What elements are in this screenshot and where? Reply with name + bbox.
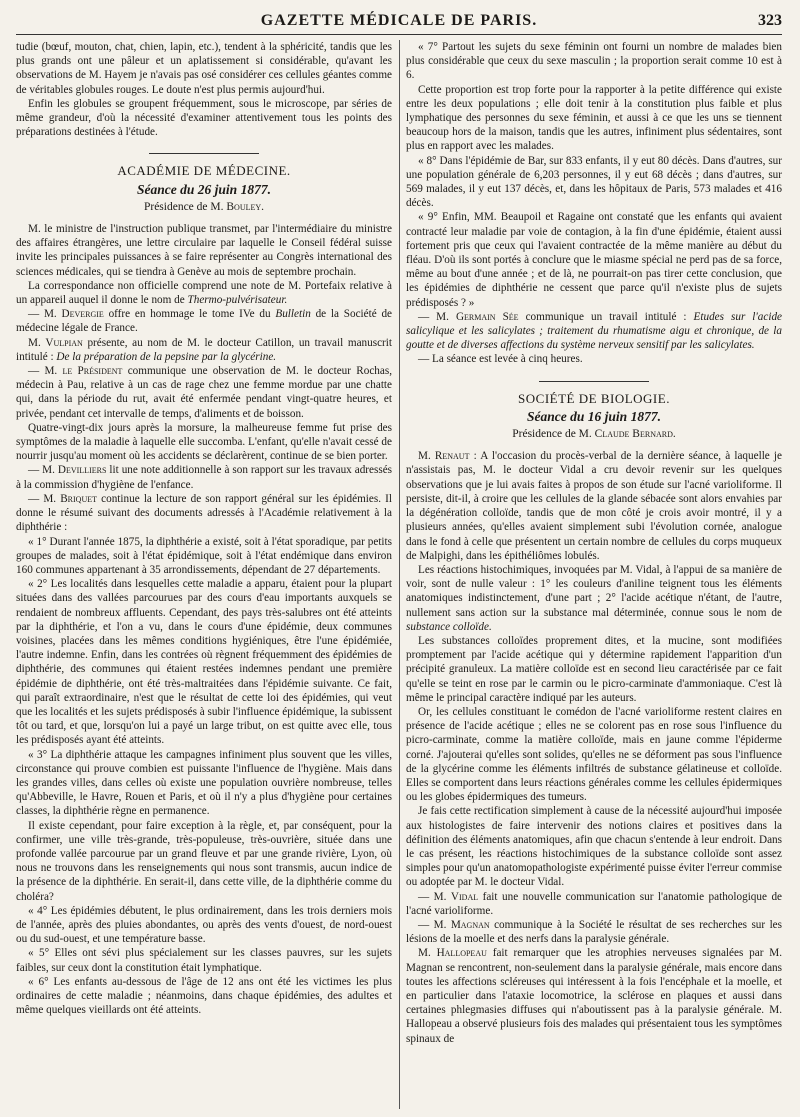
paragraph: « 9° Enfin, MM. Beaupoil et Ragaine ont constaté que les enfants qui avaient contracté leur maladie par voie de contagion, à la fin d'une épidémie, étaient aussi fortement pris que ceux qui l'avaient contractée de la même manière au début du fléau. D'où ils sont portés à conclure que le miasme spécial ne perd pas de sa force, même au bout d'une année ; et de là, ne pourrait-on pas tirer cette conclusion, que les épidémies de diphthérie ne cessent que parce qu'il n'existe plus de sujets prédisposés ? » [406, 211, 782, 309]
page-header [16, 6, 782, 35]
paragraph: La correspondance non officielle comprend une note de M. Portefaix relative à un appareil auquel il donne le nom de Thermo-pulvérisateur. [16, 279, 392, 307]
paragraph: — M. Devergie offre en hommage le tome IVe du Bulletin de la Société de médecine légale de France. [16, 308, 392, 335]
divider [539, 381, 649, 382]
paragraph: tudie (bœuf, mouton, chat, chien, lapin, etc.), tendent à la sphéricité, tandis que les plus grands ont une pâleur et un aplatissement si considérable, qu'avant les observations de M. Hayem je n'avais pas osé considérer ces cellules géantes comme de véritables globules rouges. Le doute n'est plus permis aujourd'hui. [16, 41, 392, 96]
paragraph: M. le ministre de l'instruction publique transmet, par l'intermédiaire du ministre des affaires étrangères, une lettre circulaire par laquelle le Conseil fédéral suisse invite les principales puissances à se faire représenter au Congrès international des sciences médicales, qui se tiendra à Genève au mois de septembre prochain. [16, 223, 392, 278]
paragraph: « 6° Les enfants au-dessous de l'âge de 12 ans ont été les victimes les plus ordinaires de cette maladie ; néanmoins, dans chaque épidémies, des adultes et même quelques vieillards ont été atteints. [16, 975, 392, 1017]
presidency-label: Présidence de M. [512, 428, 592, 441]
paragraph: — M. Devilliers lit une note additionnelle à son rapport sur les travaux adressés à la commission d'hygiène de l'enfance. [16, 464, 392, 491]
page-number: 323 [758, 12, 782, 29]
paragraph: Je fais cette rectification simplement à cause de la nécessité aujourd'hui imposée aux histologistes de faire intervenir des notions claires et positives dans la définition des éléments anatomiques, afin que chacun s'entende à leur endroit. Dans le cas présent, les réactions histochimiques de la substance colloïde sont assez simples pour qu'un anatomopathologiste expérimenté puisse éviter l'erreur commise ou adoptée par M. le docteur Vidal. [406, 805, 782, 889]
section-heading-academy: ACADÉMIE DE MÉDECINE. [117, 163, 291, 179]
paragraph: — M. Germain Sée communique un travail intitulé : Etudes sur l'acide salicylique et les salicylates ; traitement du rhumatisme aigu et chronique, de la goutte et de diverses affections du système nerveux sensitif par les salicylates. [406, 310, 782, 352]
paragraph: — La séance est levée à cinq heures. [418, 353, 583, 366]
session-date: Séance du 16 juin 1877. [527, 408, 661, 424]
paragraph: « 5° Elles ont sévi plus spécialement sur les classes pauvres, sur les sujets faibles, sur ceux dont la constitution était lymphatique. [16, 947, 392, 974]
right-column [406, 40, 782, 1109]
divider [149, 153, 259, 154]
paragraph: M. Renaut : A l'occasion du procès-verbal de la dernière séance, à laquelle je n'assistais pas, M. le docteur Vidal a cru devoir revenir sur les quelques observations que je lui avais faites à propos de son étude sur l'acné varioliforme. Il persiste, dit-il, à croire que les cellules de la glande sébacée sont alors envahies par la dégénération colloïde, tandis que de mon côté je crois avoir montré, il y a plusieurs années, qu'elles avaient simplement subi l'évolution cornée, analogue dans le fond à celle que présentent un certain nombre de cellules du corps muqueux de Malpighi, dans les épithéliômes lobulés. [406, 450, 782, 562]
paragraph: — M. Vidal fait une nouvelle communication sur l'anatomie pathologique de l'acné varioliforme. [406, 890, 782, 917]
journal-title: GAZETTE MÉDICALE DE PARIS. [260, 12, 538, 29]
section-heading-biology: SOCIÉTÉ DE BIOLOGIE. [518, 390, 670, 406]
presidency [16, 200, 392, 214]
paragraph: Enfin les globules se groupent fréquemment, sous le microscope, par séries de même grandeur, d'où la nécessité d'examiner attentivement tous les points des préparations destinées à l'étude. [16, 97, 392, 139]
president-name: Bouley. [226, 200, 265, 213]
session-date: Séance du 26 juin 1877. [137, 181, 271, 197]
paragraph: Les réactions histochimiques, invoquées par M. Vidal, à l'appui de sa manière de voir, sont de nulle valeur : 1° les couleurs d'aniline teignent tous les éléments anatomiques indistinctement, d'une part ; 2° l'acide acétique n'étant, de l'autre, nullement sans action sur la substance mal déterminée, connue sous le nom de substance colloïde. [406, 563, 782, 633]
presidency [406, 427, 782, 441]
paragraph: « 7° Partout les sujets du sexe féminin ont fourni un nombre de malades bien plus considérable que ceux du sexe masculin ; la proportion serait comme 10 est à 6. [406, 41, 782, 82]
paragraph: « 4° Les épidémies débutent, le plus ordinairement, dans les trois derniers mois de l'année, après des pluies abondantes, ou après des vents d'ouest, de nord-ouest ou du sud-ouest, et une température basse. [16, 904, 392, 946]
paragraph: « 2° Les localités dans lesquelles cette maladie a apparu, étaient pour la plupart situées dans des vallées parcourues par des cours d'eau importants auxquels se rendaient de nombreux affluents. Cependant, des pays très-salubres ont été atteints par la diphthérie, et l'on a vu, dans le cours d'une épidémie, deux communes voisines, placées dans les mêmes conditions hygiéniques, être l'une épidémiée, l'autre indemne. Enfin, dans les contrées où règnent fréquemment des épidémies de diphthérie, des communes qui étaient restées indemnes pendant une première épidémie de diphthérie, ont été très-maltraitées dans l'épidémie suivante. Ce fait, qui paraît extraordinaire, n'est que le résultat de cette loi des épidémies, qui veut que les localités et les sujets prédisposés à subir l'influence épidémique, la subissent tôt ou tard, et que, lorsqu'on lui a payé un large tribut, on est quitte avec elle, tous les prédisposés ayant été atteints. [16, 578, 392, 747]
paragraph: — M. Briquet continue la lecture de son rapport général sur les épidémies. Il donne le résumé suivant des documents adressés à l'Académie relativement à la diphthérie : [16, 492, 392, 534]
paragraph: Cette proportion est trop forte pour la rapporter à la petite différence qui existe entre les deux populations ; elle doit tenir à la constitution plus faible et plus lymphatique des personnes du sexe féminin, et aussi à ce que les uns se tiennent beaucoup hors de la maison, tandis que les autres, infiniment plus sédentaires, sont plus en rapport avec les malades. [406, 83, 782, 153]
paragraph: « 3° La diphthérie attaque les campagnes infiniment plus souvent que les villes, circonstance qui prouve combien est puissante l'influence de l'hygiène. Mais dans les grandes villes, dans celles où existe une population ouvrière nombreuse, telles qu'Abbeville, le Havre, Rouen et Paris, et où il n'y a plus d'hygiène pour certaines classes, la diphthérie règne en permanence. [16, 748, 392, 818]
presidency-label: Présidence de M. [143, 200, 224, 213]
paragraph: M. Hallopeau fait remarquer que les atrophies nerveuses signalées par M. Magnan se rencontrent, non-seulement dans la paralysie générale, mais encore dans toutes les affections scléreuses qui intéressent à la fois l'encéphale et la moelle, et en particulier dans l'ataxie locomotrice, la sclérose en plaques et aussi dans certaines phlegmasies diffuses qui n'aboutissent pas à la paralysie générale. M. Hallopeau a observé plusieurs fois des malades qui présentaient tous les symptômes spinaux de [406, 947, 782, 1045]
left-column [16, 40, 392, 1109]
paragraph: Or, les cellules constituant le comédon de l'acné varioliforme restent claires en présence de l'acide acétique ; elles ne se colorent pas en rose sous l'influence du picro-carminate, comme la matière colloïde, mais en jaune comme l'épiderme corné. J'ajouterai qu'elles sont solides, qu'elles ne se déforment pas sous l'influence de la glycérine comme les éléments infiltrés de substance gélatineuse et colloïde. Elles se comportent dans leurs réactions générales comme les cellules épidermiques ou les globes épidermiques des tumeurs. [406, 705, 782, 804]
paragraph: « 8° Dans l'épidémie de Bar, sur 833 enfants, il y eut 80 décès. Dans d'autres, sur une population générale de 6,203 personnes, il y eut 68 décès ; dans d'autres, sur 569 malades, il y eut 137 décès, et, dans les hôpitaux de Paris, 573 malades et 416 décès. [406, 154, 782, 210]
paragraph: Quatre-vingt-dix jours après la morsure, la malheureuse femme fut prise des symptômes de la maladie à laquelle elle succomba. L'enfant, qu'elle n'avait cessé de nourrir jusqu'au moment où les accidents se déclarèrent, continue de se bien porter. [16, 421, 392, 463]
paragraph: M. Vulpian présente, au nom de M. le docteur Catillon, un travail manuscrit intitulé : De la préparation de la pepsine par la glycérine. [16, 336, 392, 363]
paragraph: Il existe cependant, pour faire exception à la règle, et, par conséquent, pour la confirmer, une ville très-grande, très-populeuse, très-ouvrière, située dans une profonde vallée parcourue par un grand fleuve et par une grande rivière, Lyon, où nous ne trouvons dans les renseignements qui nous sont transmis, aucun indice de la présence de la diphthérie. En serait-il, dans cette ville, de la diphthérie comme du choléra? [16, 819, 392, 903]
paragraph: — M. le Président communique une observation de M. le docteur Rochas, médecin à Pau, relative à un cas de rage chez une femme mordue par une chatte qui, dans la période du rut, avait été enfermée pendant vingt-quatre heures, et privée, pendant cet intervalle de temps, d'aliments et de boisson. [16, 365, 392, 420]
paragraph: — M. Magnan communique à la Société le résultat de ses recherches sur les lésions de la moelle et des nerfs dans la paralysie générale. [406, 918, 782, 946]
column-rule [399, 40, 400, 1109]
paragraph: « 1° Durant l'année 1875, la diphthérie a existé, soit à l'état sporadique, par petits groupes de malades, soit à l'état épidémique, soit à l'état endémique dans environ 160 communes appartenant à 35 arrondissements, dépendant de 27 départements. [16, 535, 392, 576]
president-name: Claude Bernard. [594, 428, 676, 441]
paragraph: Les substances colloïdes proprement dites, et la mucine, sont modifiées promptement par l'acide acétique qui y détermine rapidement l'apparition d'un précipité granuleux. La matière colloïde est en second lieu caractérisée par ce fait qu'elle se teint en rose par le carmin ou le picro-carminate d'ammoniaque. C'est là même le principal caractère indiqué par les auteurs. [406, 634, 782, 704]
